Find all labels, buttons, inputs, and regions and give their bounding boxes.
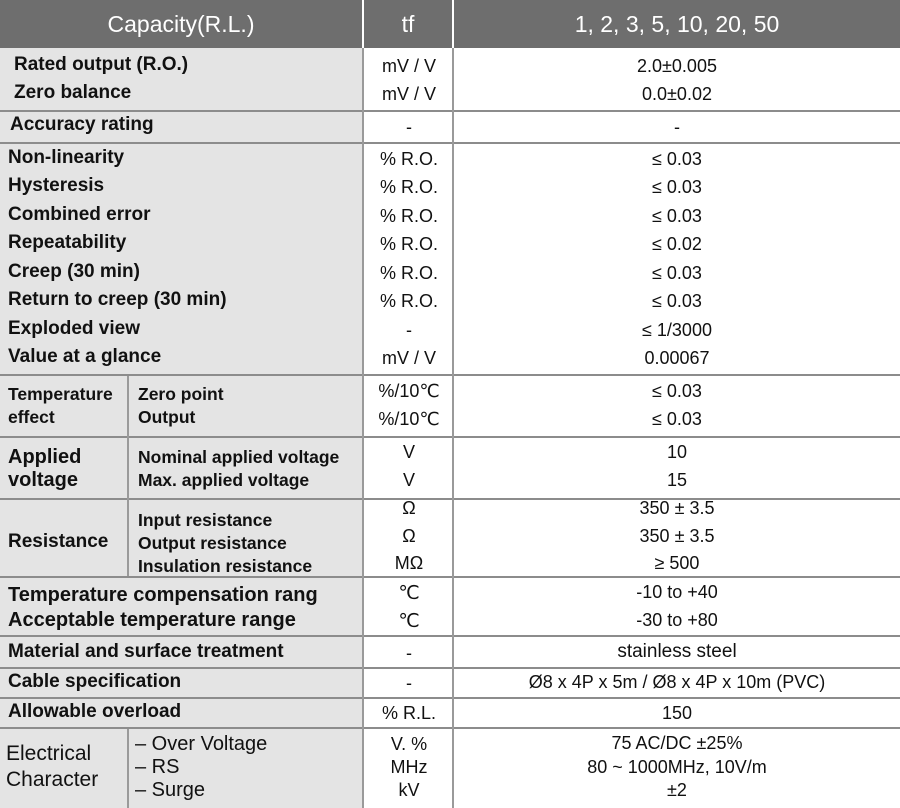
- header-capacity-values: 1, 2, 3, 5, 10, 20, 50: [574, 11, 780, 37]
- table-header: [0, 0, 900, 48]
- row-divider: [0, 667, 900, 669]
- repeatability-unit: % R.O.: [379, 234, 438, 254]
- resistance-label: Resistance: [8, 531, 109, 552]
- exploded-view-value: ≤ 1/3000: [642, 320, 712, 340]
- material-value: stainless steel: [617, 641, 737, 662]
- overload-value: 150: [661, 703, 693, 723]
- zero-point-unit: %/10℃: [378, 381, 440, 401]
- accuracy-unit: -: [406, 117, 412, 137]
- repeatability-value: ≤ 0.02: [652, 234, 702, 254]
- max-voltage-label: Max. applied voltage: [138, 470, 310, 490]
- acceptable-temp-unit: ℃: [398, 611, 420, 632]
- input-resistance-label: Input resistance: [138, 510, 273, 530]
- electrical-label: Electrical: [6, 742, 92, 765]
- acceptable-temp-value: -30 to +80: [636, 610, 718, 630]
- hysteresis-label: Hysteresis: [8, 175, 105, 196]
- combined-error-unit: % R.O.: [379, 206, 438, 226]
- output-resistance-label: Output resistance: [138, 533, 287, 553]
- combined-error-label: Combined error: [8, 204, 151, 225]
- rs-value: 80 ~ 1000MHz, 10V/m: [587, 757, 767, 777]
- creep-label: Creep (30 min): [8, 261, 140, 282]
- applied-voltage-label: Applied: [8, 446, 82, 468]
- column-divider: [127, 376, 129, 576]
- surge-label: – Surge: [135, 779, 206, 801]
- hysteresis-value: ≤ 0.03: [652, 177, 702, 197]
- glance-label: Value at a glance: [8, 346, 162, 367]
- row-divider: [0, 374, 900, 376]
- input-resistance-value: 350 ± 3.5: [639, 498, 715, 518]
- zero-balance-value: 0.0±0.02: [642, 84, 712, 104]
- rs-unit: MHz: [390, 757, 428, 777]
- return-creep-unit: % R.O.: [379, 291, 438, 311]
- nonlinearity-label: Non-linearity: [8, 147, 125, 168]
- rated-output-label: Rated output (R.O.): [14, 54, 189, 75]
- over-voltage-label: – Over Voltage: [135, 733, 268, 755]
- return-creep-value: ≤ 0.03: [652, 291, 702, 311]
- applied-voltage-label: voltage: [8, 469, 79, 491]
- row-divider: [0, 635, 900, 637]
- repeatability-label: Repeatability: [8, 232, 127, 253]
- temp-output-unit: %/10℃: [378, 409, 440, 429]
- rs-label: – RS: [135, 756, 180, 778]
- insulation-resistance-unit: MΩ: [394, 553, 424, 573]
- max-voltage-value: 15: [666, 470, 688, 490]
- temp-compensation-unit: ℃: [398, 583, 420, 604]
- temp-effect-label: effect: [8, 407, 55, 427]
- output-resistance-value: 350 ± 3.5: [639, 526, 715, 546]
- cable-value: Ø8 x 4P x 5m / Ø8 x 4P x 10m (PVC): [528, 672, 826, 692]
- rated-output-value: 2.0±0.005: [637, 56, 717, 76]
- zero-balance-unit: mV / V: [381, 84, 436, 104]
- temp-compensation-label: Temperature compensation rang: [8, 584, 318, 606]
- creep-value: ≤ 0.03: [652, 263, 702, 283]
- cable-label: Cable specification: [8, 671, 182, 692]
- temp-output-value: ≤ 0.03: [652, 409, 702, 429]
- exploded-view-unit: -: [406, 320, 412, 340]
- zero-point-value: ≤ 0.03: [652, 381, 702, 401]
- zero-balance-label: Zero balance: [14, 82, 132, 103]
- output-resistance-unit: Ω: [402, 526, 416, 546]
- row-divider: [0, 436, 900, 438]
- insulation-resistance-label: Insulation resistance: [138, 556, 313, 576]
- accuracy-label: Accuracy rating: [10, 114, 154, 135]
- surge-unit: kV: [398, 780, 420, 800]
- row-divider: [0, 142, 900, 144]
- nominal-voltage-unit: V: [402, 442, 415, 462]
- material-unit: -: [406, 643, 412, 663]
- row-divider: [0, 110, 900, 112]
- temp-compensation-value: -10 to +40: [636, 582, 718, 602]
- glance-unit: mV / V: [381, 348, 436, 368]
- hysteresis-unit: % R.O.: [379, 177, 438, 197]
- header-unit: tf: [401, 11, 415, 37]
- column-divider: [127, 729, 129, 808]
- nonlinearity-value: ≤ 0.03: [652, 149, 702, 169]
- insulation-resistance-value: ≥ 500: [654, 553, 700, 573]
- input-resistance-unit: Ω: [402, 498, 416, 518]
- material-label: Material and surface treatment: [8, 641, 284, 662]
- overload-label: Allowable overload: [8, 701, 182, 722]
- creep-unit: % R.O.: [379, 263, 438, 283]
- row-divider: [0, 727, 900, 729]
- glance-value: 0.00067: [644, 348, 710, 368]
- over-voltage-unit: V. %: [390, 734, 428, 754]
- temp-effect-label: Temperature: [8, 384, 113, 404]
- cable-unit: -: [406, 673, 412, 693]
- surge-value: ±2: [667, 780, 687, 800]
- combined-error-value: ≤ 0.03: [652, 206, 702, 226]
- max-voltage-unit: V: [402, 470, 415, 490]
- return-creep-label: Return to creep (30 min): [8, 289, 227, 310]
- nominal-voltage-value: 10: [666, 442, 688, 462]
- header-capacity: Capacity(R.L.): [107, 11, 255, 37]
- rated-output-unit: mV / V: [381, 56, 436, 76]
- row-divider: [0, 576, 900, 578]
- row-divider: [0, 697, 900, 699]
- acceptable-temp-label: Acceptable temperature range: [8, 609, 296, 631]
- accuracy-value: -: [674, 117, 680, 137]
- zero-point-label: Zero point: [138, 384, 224, 404]
- nonlinearity-unit: % R.O.: [379, 149, 438, 169]
- overload-unit: % R.L.: [381, 703, 437, 723]
- exploded-view-label: Exploded view: [8, 318, 140, 339]
- electrical-label: Character: [6, 768, 99, 791]
- over-voltage-value: 75 AC/DC ±25%: [611, 733, 743, 753]
- temp-output-label: Output: [138, 407, 196, 427]
- nominal-voltage-label: Nominal applied voltage: [138, 447, 340, 467]
